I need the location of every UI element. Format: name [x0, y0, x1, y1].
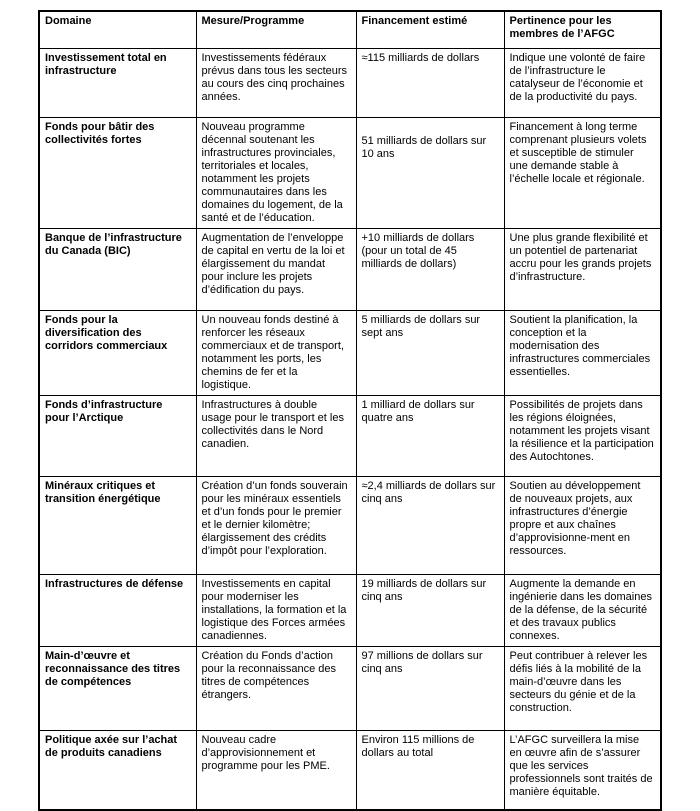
cell-financement: 19 milliards de dollars sur cinq ans: [356, 574, 504, 646]
cell-domaine: Minéraux critiques et transition énergétique: [39, 476, 196, 574]
cell-domaine: Main-d’œuvre et reconnaissance des titres de compétences: [39, 646, 196, 730]
cell-financement: ≈115 milliards de dollars: [356, 48, 504, 117]
cell-pertinence: Soutient la planification, la conception et la modernisation des infrastructures commerciales essentielles.: [504, 310, 661, 395]
cell-financement: 97 millions de dollars sur cinq ans: [356, 646, 504, 730]
cell-pertinence: Possibilités de projets dans les régions éloignées, notamment les projets visant la résilience et la participation des Autochtones.: [504, 395, 661, 476]
table-row: [39, 395, 661, 476]
cell-financement: ≈2,4 milliards de dollars sur cinq ans: [356, 476, 504, 574]
table-row: [39, 730, 661, 810]
cell-mesure: Un nouveau fonds destiné à renforcer les réseaux commerciaux et de transport, notamment les ports, les chemins de fer et la logistique.: [196, 310, 356, 395]
cell-domaine: Fonds pour la diversification des corridors commerciaux: [39, 310, 196, 395]
table-header-row: [39, 11, 661, 48]
cell-pertinence: Augmente la demande en ingénierie dans les domaines de la défense, de la sécurité et des travaux publics connexes.: [504, 574, 661, 646]
cell-mesure: Nouveau cadre d’approvisionnement et programme pour les PME.: [196, 730, 356, 810]
cell-domaine: Fonds pour bâtir des collectivités fortes: [39, 117, 196, 228]
funding-measures-table: [38, 10, 662, 811]
column-header-pertinence-afgc: Pertinence pour les membres de l’AFGC: [504, 11, 661, 48]
cell-mesure: Investissements en capital pour moderniser les installations, la formation et la logistique des Forces armées canadiennes.: [196, 574, 356, 646]
cell-pertinence: Une plus grande flexibilité et un potentiel de partenariat accru pour les grands projets d’infrastructure.: [504, 228, 661, 310]
column-header-mesure-programme: Mesure/Programme: [196, 11, 356, 48]
table-row: [39, 117, 661, 228]
table-row: [39, 574, 661, 646]
cell-financement: +10 milliards de dollars (pour un total de 45 milliards de dollars): [356, 228, 504, 310]
cell-mesure: Nouveau programme décennal soutenant les infrastructures provinciales, territoriales et locales, notamment les projets communautaires dans les domaines du logement, de la santé et de l’éducation.: [196, 117, 356, 228]
cell-domaine: Fonds d’infrastructure pour l’Arctique: [39, 395, 196, 476]
cell-pertinence: L’AFGC surveillera la mise en œuvre afin de s’assurer que les services professionnels sont traités de manière équitable.: [504, 730, 661, 810]
cell-mesure: Infrastructures à double usage pour le transport et les collectivités dans le Nord canadien.: [196, 395, 356, 476]
cell-pertinence: Soutien au développement de nouveaux projets, aux infrastructures d’énergie propre et aux chaînes d’approvisionne-ment en ressources.: [504, 476, 661, 574]
cell-mesure: Investissements fédéraux prévus dans tous les secteurs au cours des cinq prochaines années.: [196, 48, 356, 117]
cell-mesure: Augmentation de l’enveloppe de capital en vertu de la loi et élargissement du mandat pour inclure les projets d’édification du pays.: [196, 228, 356, 310]
table-row: [39, 310, 661, 395]
cell-financement: 51 milliards de dollars sur 10 ans: [356, 117, 504, 228]
table-row: [39, 476, 661, 574]
cell-mesure: Création du Fonds d’action pour la reconnaissance des titres de compétences étrangers.: [196, 646, 356, 730]
table-row: [39, 48, 661, 117]
column-header-domaine: Domaine: [39, 11, 196, 48]
cell-financement: Environ 115 millions de dollars au total: [356, 730, 504, 810]
table-row: [39, 228, 661, 310]
cell-pertinence: Indique une volonté de faire de l’infrastructure le catalyseur de l’économie et de la productivité du pays.: [504, 48, 661, 117]
cell-pertinence: Financement à long terme comprenant plusieurs volets et susceptible de stimuler une demande stable à l’échelle locale et régionale.: [504, 117, 661, 228]
cell-financement: 1 milliard de dollars sur quatre ans: [356, 395, 504, 476]
cell-domaine: Infrastructures de défense: [39, 574, 196, 646]
table-row: [39, 646, 661, 730]
cell-mesure: Création d’un fonds souverain pour les minéraux essentiels et d’un fonds pour le premier et le dernier kilomètre; élargissement des crédits d’impôt pour l’exploration.: [196, 476, 356, 574]
cell-domaine: Investissement total en infrastructure: [39, 48, 196, 117]
cell-domaine: Banque de l’infrastructure du Canada (BIC): [39, 228, 196, 310]
column-header-financement-estime: Financement estimé: [356, 11, 504, 48]
cell-financement: 5 milliards de dollars sur sept ans: [356, 310, 504, 395]
cell-domaine: Politique axée sur l’achat de produits canadiens: [39, 730, 196, 810]
cell-pertinence: Peut contribuer à relever les défis liés à la mobilité de la main-d’œuvre dans les secteurs du génie et de la construction.: [504, 646, 661, 730]
